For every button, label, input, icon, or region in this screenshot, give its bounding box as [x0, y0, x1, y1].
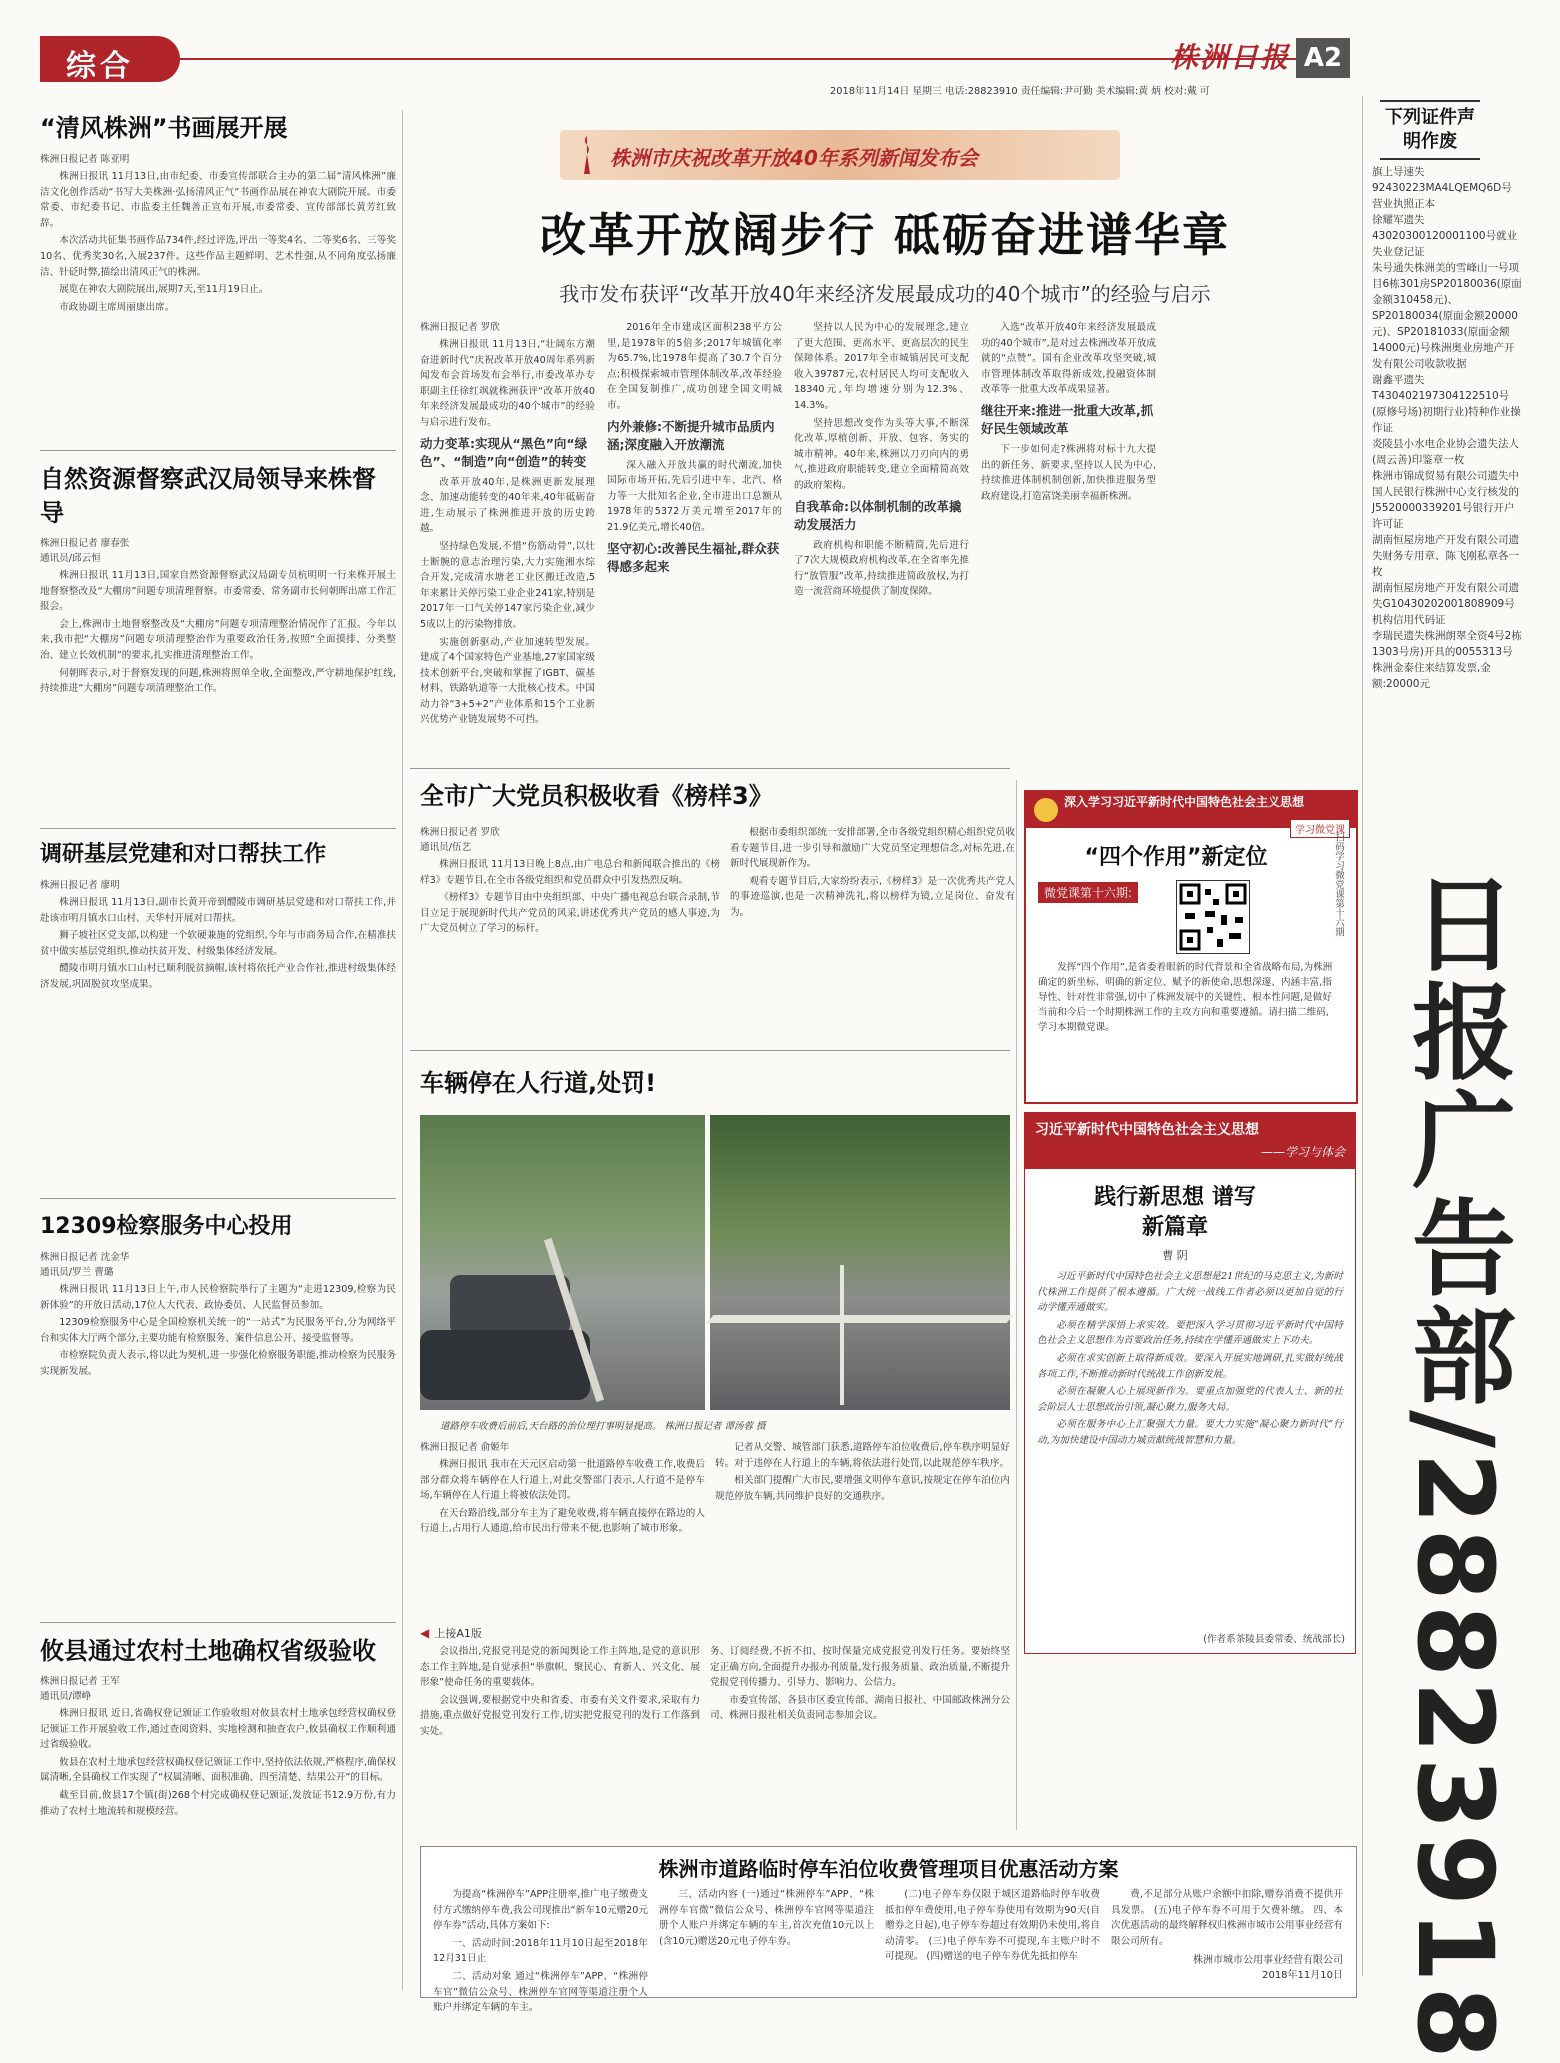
article-paragraph: 株洲日报讯 11月13日上午,市人民检察院举行了主题为“走进12309,检察为民新体验”的开放日活动,17位人大代表、政协委员、人民监督员参加。 [40, 1284, 396, 1311]
lead-subheading: 自我革命:以体制机制的改革撬动发展活力 [794, 498, 962, 532]
article-paragraph: 狮子坡社区党支部,以构建一个软硬兼施的党组织,今年与市商务局合作,在精准扶贫中做实基层党组织,推动扶贫开发、村级集体经济发展。 [40, 930, 396, 957]
article-byline: 株洲日报记者 廖春张 通讯员/邱云恒 [40, 538, 130, 564]
article-paragraph: 株洲日报讯 11月13日,由市纪委、市委宣传部联合主办的第二届“清风株洲”廉洁文化创作活动“书写大美株洲·弘扬清风正气”书画作品展在神农大剧院开展。市委常委、市纪委书记、市监委主任魏善正宣布开展,市委常委、宣传部部长黄芳红致辞。 [40, 171, 396, 229]
continued-paragraph: 会议指出,党报党刊是党的新闻舆论工作主阵地,是党的意识形态工作主阵地,是自觉承担“举旗帜、聚民心、育新人、兴文化、展形象”使命任务的重要载体。 [420, 1646, 700, 1689]
notice-col-4 [1111, 1887, 1343, 1993]
article-paragraph: 醴陵市明月镇水口山村已顺利脱贫摘帽,该村将依托产业合作社,推进村级集体经济发展,巩固脱贫攻坚成果。 [40, 963, 396, 990]
article-land-rights [40, 1634, 396, 1990]
commentary-header-sub: ——学习与体会 [1260, 1145, 1345, 1159]
bangyang-paragraph: 《榜样3》专题节目由中央组织部、中央广播电视总台联合录制,节目立足于展现新时代共产党员的风采,讲述优秀共产党员的感人事迹,为广大党员树立了学习的标杆。 [420, 892, 720, 935]
article-byline: 株洲日报记者 廖明 [40, 880, 120, 891]
study-header [1026, 792, 1356, 836]
article-paragraph: 株洲日报讯 11月13日,副市长黄开帝到醴陵市调研基层党建和对口帮扶工作,并赴该市明月镇水口山村、天华村开展对口帮扶。 [40, 897, 396, 924]
ad-dept-vertical: 日报广告部/28823918 [1394, 870, 1516, 2063]
article-byline: 株洲日报记者 王军 通讯员/谭峥 [40, 1676, 120, 1702]
article-paragraph: 会上,株洲市土地督察整改及“大棚房”问题专项清理整治情况作了汇报。今年以来,我市把“大棚房”问题专项清理整治作为重要政治任务,按照“全面摸排、分类整治、建立长效机制”的要求,扎实推进清理整治工作。 [40, 618, 396, 661]
parking-col-2 [715, 1440, 1010, 1620]
article-paragraph: 攸县在农村土地承包经营权确权登记颁证工作中,坚持依法依规,严格程序,确保权属清晰,全县确权工作实现了“权属清晰、面积准确、四至清楚、结果公开”的目标。 [40, 1756, 396, 1784]
right-column-divider [1362, 96, 1363, 1976]
classified-notices: 旗上导速失92430223MA4LQEMQ6D号营业执照正本 徐耀军遗失43020300120001100号就业失业登记证 朱号通失株洲美的雪峰山一号项目6栋301房SP20180036(原面金额310458元)、SP20180034(原面金额20000元)、SP20181033(原面金额14000元)号株洲奥业房地产开发有限公司收款收据 谢鑫平遗失T430402197304122510号(原修号场)初期行业)特种作业操作证 炎陵县小水电企业协会遗失法人(周云善)印鉴章一枚 株洲市锦成贸易有限公司遗失中国人民银行株洲中心支行核发的J5520000339201号银行开户许可证 湖南恒屋房地产开发有限公司遗失财务专用章、陈飞刚私章各一枚 湖南恒屋房地产开发有限公司遗失G10430202001808909号机构信用代码证 李瑞民遗失株洲朗翠全资4号2栋1303号房)开具的0055313号株洲金泰住来结算发票,金额:20000元 [1372, 166, 1522, 690]
parking-notice-box [420, 1846, 1357, 2014]
banner-text: 株洲市庆祝改革开放40年系列新闻发布会 [610, 146, 978, 170]
notice-column-title: 下列证件声明作废 [1380, 100, 1480, 160]
notice-title: 株洲市道路临时停车泊位收费管理项目优惠活动方案 [658, 1857, 1119, 1881]
continued-col-1 [420, 1644, 700, 1844]
section-label: 综合 [66, 49, 134, 84]
continued-paragraph: 市委宣传部、各县市区委宣传部、湖南日报社、中国邮政株洲分公司、株洲日报社相关负责同志参加会议。 [710, 1694, 1010, 1722]
commentary-author: 曹 阴 [1162, 1249, 1188, 1262]
lead-paragraph: 坚持以人民为中心的发展理念,建立了更大范围、更高水平、更高层次的民生保障体系。2017年全市城镇居民可支配收入39787元,农村居民人均可支配收入18340元,年均增速分别为12.3%、14.3%。 [794, 322, 969, 411]
torch-icon [572, 134, 602, 176]
article-title: 攸县通过农村土地确权省级验收 [40, 1637, 376, 1665]
article-paragraph: 12309检察服务中心是全国检察机关统一的“一站式”为民服务平台,分为网络平台和实体大厅两个部分,主要功能有检察服务、案件信息公开、接受监督等。 [40, 1317, 396, 1344]
article-paragraph: 市检察院负责人表示,将以此为契机,进一步强化检察服务职能,推动检察为民服务实现新发展。 [40, 1350, 396, 1377]
article-title: “清风株洲”书画展开展 [40, 114, 288, 142]
article-paragraph: 市政协副主席周丽康出席。 [59, 301, 175, 313]
lead-subheading: 坚守初心:改善民生福祉,群众获得感多起来 [607, 540, 780, 574]
lead-paragraph: 株洲日报讯 11月13日,“壮阔东方潮 奋进新时代”庆祝改革开放40周年系列新闻发布会首场发布会举行,市委改革办专职副主任徐红飒就株洲获评“改革开放40年来经济发展最成功的40个城市”的经验与启示进行发布。 [420, 339, 595, 428]
divider [40, 1198, 396, 1199]
press-conference-banner [560, 130, 1120, 180]
notice-paragraph: 为提高“株洲停车”APP注册率,推广电子缴费支付方式缴纳停车费,我公司现推出“新车10元赠20元停车券”活动,具体方案如下: [433, 1889, 648, 1932]
commentary-footer: (作者系茶陵县委常委、统战部长) [1203, 1634, 1345, 1645]
notice-paragraph: 费,不足部分从账户余额中扣除,赠券消费不提供开具发票。 (五)电子停车券不可用于欠费补缴。 四、本次优惠活动的最终解释权归株洲市城市公用事业经营有限公司所有。 [1111, 1889, 1343, 1947]
article-paragraph: 株洲日报讯 近日,省确权登记颁证工作验收组对攸县农村土地承包经营权确权登记颁证工作开展验收工作,通过查阅资料、实地检测和抽查农户,攸县确权工作顺利通过省级验收。 [40, 1708, 396, 1751]
article-title: 调研基层党建和对口帮扶工作 [40, 842, 327, 867]
lead-col-4 [981, 320, 1156, 760]
parking-byline: 株洲日报记者 俞姬年 [420, 1442, 510, 1453]
bangyang-byline: 株洲日报记者 罗欣 通讯员/伍艺 [420, 827, 500, 853]
notice-signature: 株洲市城市公用事业经营有限公司 [1193, 1955, 1343, 1967]
lead-paragraph: 2016年全市建成区面积238平方公里,是1978年的5倍多;2017年城镇化率为65.7%,比1978年提高了30.7个百分点;积极探索城市管理体制改革,改革经验在全国复制推广,成功创建全国文明城市。 [607, 322, 782, 411]
parking-photo-1 [420, 1115, 705, 1410]
commentary-paragraph: 必须在精学深悟上求实效。要把深入学习贯彻习近平新时代中国特色社会主义思想作为首要政治任务,持续在学懂弄通做实上下功夫。 [1037, 1319, 1343, 1347]
parking-paragraph: 株洲日报讯 我市在天元区启动第一批道路停车收费工作,收费后部分群众将车辆停在人行道上,对此交警部门表示,人行道不是停车场,车辆停在人行道上将被依法处罚。 [420, 1459, 705, 1502]
bangyang-paragraph: 株洲日报讯 11月13日晚上8点,由广电总台和新闻联合推出的《榜样3》专题节目,在全市各级党组织和党员群众中引发热烈反响。 [420, 859, 720, 886]
divider [410, 1050, 1010, 1051]
continued-col-2 [710, 1644, 1010, 1844]
divider [40, 828, 396, 829]
bangyang-col-1 [420, 825, 720, 1045]
commentary-paragraph: 习近平新时代中国特色社会主义思想是21世纪的马克思主义,为新时代株洲工作提供了根本遵循。广大统一战线工作者必须以更加自觉的行动学懂弄通做实。 [1037, 1271, 1343, 1314]
study-lesson-tag: 微党课第十六期: [1038, 882, 1138, 903]
commentary-paragraph: 必须在凝聚人心上展现新作为。要重点加强党的代表人士、新的社会阶层人士思想政治引领,凝心聚力,服务大局。 [1037, 1386, 1343, 1413]
lead-paragraph: 改革开放40年,是株洲更新发展理念、加速动能转变的40年来,40年砥砺奋进,生动展示了株洲推进开放的历史跨越。 [420, 476, 595, 535]
lead-col-3 [794, 320, 969, 760]
notice-date: 2018年11月10日 [1262, 1970, 1343, 1982]
commentary-body [1037, 1269, 1343, 1629]
article-calligraphy-exhibition [40, 110, 396, 445]
notice-col-1 [433, 1887, 648, 2014]
lead-paragraph: 深入融入开放共赢的时代潮流,加快国际市场开拓,先后引进中车、北汽、格力等一大批知名企业,全市进出口总额从1978年的5372万美元增至2017年的21.9亿美元,增长40倍。 [607, 459, 782, 533]
party-emblem-icon [1034, 798, 1058, 822]
divider [40, 450, 396, 451]
article-title: 自然资源督察武汉局领导来株督导 [40, 465, 376, 527]
article-12309-center [40, 1210, 396, 1620]
continued-label: 上接A1版 [434, 1627, 482, 1640]
notice-paragraph: 二、活动对象 通过“株洲停车”APP、“株洲停车官”微信公众号、株洲停车官网等渠道注册个人账户并绑定车辆的车主。 [433, 1970, 648, 2014]
lead-paragraph: 下一步如何走?株洲将对标十九大提出的新任务、新要求,坚持以人民为中心,持续推进体制机制创新,加快推进服务型政府建设,打造富饶美丽幸福新株洲。 [981, 443, 1156, 502]
article-paragraph: 展览在神农大剧院展出,展期7天,至11月19日止。 [59, 284, 269, 296]
lead-paragraph: 入选“改革开放40年来经济发展最成功的40个城市”,是对过去株洲改革开放成就的“点赞”。国有企业改革攻坚突破,城市管理体制改革取得新成效,投融资体制改革等一批重大改革成果显著。 [981, 322, 1156, 396]
study-header-tag: 学习微党课 [1290, 819, 1350, 838]
lead-subheading: 继往开来:推进一批重大改革,抓好民生领域改革 [981, 402, 1154, 436]
commentary-title: 践行新思想 谱写新篇章 [1094, 1185, 1256, 1240]
bangyang-paragraph: 观看专题节目后,大家纷纷表示,《榜样3》是一次优秀共产党人的事迹巡演,也是一次精神洗礼,将以榜样为镜,立足岗位、奋发有为。 [730, 875, 1015, 918]
divider [410, 768, 1010, 769]
parking-paragraph: 相关部门提醒广大市民,要增强文明停车意识,按规定在停车泊位内规范停放车辆,共同维护良好的交通秩序。 [715, 1475, 1010, 1502]
lead-paragraph: 实施创新驱动,产业加速转型发展。建成了4个国家特色产业基地,27家国家级技术创新平台,突破和掌握了IGBT、碳基材料、铁路轨道等一大批核心技术。中国动力谷“3+5+2”产业体系和15个工业新兴优势产业链发展势不可挡。 [420, 636, 595, 726]
parking-title: 车辆停在人行道,处罚! [420, 1069, 657, 1097]
continued-label-box [420, 1622, 482, 1640]
article-paragraph: 本次活动共征集书画作品734件,经过评选,评出一等奖4名、二等奖6名、三等奖10名、优秀奖30名,入展237件。这些作品主题鲜明、艺术性强,从不同角度弘扬廉洁、针砭时弊,描绘出清风正气的株洲。 [40, 235, 396, 278]
study-box [1024, 790, 1358, 1104]
lead-subheading: 动力变革:实现从“黑色”向“绿色”、“制造”向“创造”的转变 [420, 435, 588, 469]
parking-paragraph: 在天台路沿线,部分车主为了避免收费,将车辆直接停在路边的人行道上,占用行人通道,给市民出行带来不便,也影响了城市形象。 [420, 1507, 705, 1535]
lead-subtitle: 我市发布获评“改革开放40年来经济发展最成功的40个城市”的经验与启示 [559, 282, 1211, 306]
section-badge [40, 36, 180, 82]
article-paragraph: 截至目前,攸县17个镇(街)268个村完成确权登记颁证,发放证书12.9万份,有力推动了农村土地流转和规模经营。 [40, 1789, 396, 1817]
bangyang-title: 全市广大党员积极收看《榜样3》 [420, 782, 773, 810]
parking-photo-caption: 道路停车收费后前后,天台路的治位理打事明显提高。 株洲日报记者 谭汤蓉 摄 [440, 1421, 766, 1432]
qr-code[interactable] [1176, 880, 1250, 954]
continued-paragraph: 务、订阅经费,不折不扣、按时保量完成党报党刊发行任务。要始终坚定正确方向,全面提升办报办刊质量,发行报务质量、政治质量,不断提升党报党刊传播力、引导力、影响力、公信力。 [710, 1646, 1010, 1689]
left-column [40, 110, 396, 1990]
commentary-header-text: 习近平新时代中国特色社会主义思想 [1035, 1122, 1259, 1138]
article-party-building [40, 838, 396, 1193]
continued-paragraph: 会议强调,要根据党中央和省委、市委有关文件要求,采取有力措施,重点做好党报党刊发行工作,切实把党报党刊的发行工作落到实处。 [420, 1694, 700, 1737]
commentary-paragraph: 必须在服务中心上汇聚强大力量。要大力实施“凝心聚力新时代”行动,为加快建设中国动力城贡献统战智慧和力量。 [1037, 1419, 1343, 1446]
notice-paragraph: 一、活动时间:2018年11月10日起至2018年12月31日止 [433, 1937, 648, 1965]
lead-col-2 [607, 320, 782, 760]
lead-paragraph: 坚持绿色发展,不惜“伤筋动骨”,以壮士断腕的意志治理污染,大力实施湘水综合开发,完成清水塘老工业区搬迁改造,5年来累计关停污染工业企业241家,特别是2017年一口气关停147家污染企业,减少5成以上的污染物排放。 [420, 540, 595, 630]
lead-col-1 [420, 320, 595, 760]
commentary-paragraph: 必须在求实创新上取得新成效。要深入开展实地调研,扎实做好统战各项工作,不断推动新时代统战工作创新发展。 [1037, 1352, 1343, 1380]
column-divider [1016, 780, 1017, 1830]
page-number: A2 [1296, 38, 1350, 78]
date-line: 2018年11月14日 星期三 电话:28823910 责任编辑:尹可勤 美术编辑:黄 炳 校对:戴 可 [830, 86, 1210, 97]
notice-col-3 [885, 1887, 1100, 1993]
paper-name: 株洲日报 [1170, 41, 1291, 74]
parking-photo-2 [710, 1115, 1010, 1410]
commentary-box [1024, 1112, 1356, 1654]
article-paragraph: 何朝晖表示,对于督察发现的问题,株洲将照单全收,全面整改,严守耕地保护红线,持续推进“大棚房”问题专项清理整治工作。 [40, 667, 396, 695]
notice-paragraph: 三、活动内容 (一)通过“株洲停车”APP、“株洲停车官微”微信公众号、株洲停车官网等渠道注册个人账户并绑定车辆的车主,首次充值10元以上(含10元)赠送20元电子停车券。 [659, 1889, 874, 1947]
study-text: 发挥“四个作用”,是省委着眼新的时代背景和全省战略布局,为株洲确定的新坐标、明确的新定位、赋予的新使命,思想深邃、内涵丰富,指导性、针对性非常强,切中了株洲发展中的关键性、根本性问题,是做好当前和今后一个时期株洲工作的主攻方向和重要遵循。请扫描二维码,学习本期微党课。 [1038, 962, 1333, 1033]
article-byline: 株洲日报记者 陈亚明 [40, 154, 130, 165]
column-divider [402, 110, 403, 1990]
lead-byline: 株洲日报记者 罗欣 [420, 322, 500, 333]
commentary-header [1025, 1113, 1355, 1169]
lead-paragraph: 坚持思想改变作为头等大事,不断深化改革,厚植创新、开放、包容、务实的城市精神。40年来,株洲以刀刃向内的勇气,推进政府职能转变,建立全面精简高效的政府架构。 [794, 417, 969, 491]
bangyang-col-2 [730, 825, 1015, 1045]
lead-headline: 改革开放阔步行 砥砺奋进谱华章 [539, 208, 1230, 262]
parking-paragraph: 记者从交警、城管部门获悉,道路停车泊位收费后,停车秩序明显好转。对于违停在人行道上的车辆,将依法进行处罚,以此规范停车秩序。 [715, 1442, 1010, 1469]
lead-paragraph: 政府机构和职能不断精简,先后进行了7次大规模政府机构改革,在全省率先推行“放管服”改革,持续推进简政放权,为打造一流营商环境提供了制度保障。 [794, 539, 969, 598]
article-title: 12309检察服务中心投用 [40, 1214, 293, 1239]
article-paragraph: 株洲日报讯 11月13日,国家自然资源督察武汉局副专员杭明明一行来株开展土地督察整改及“大棚房”问题专项清理督察。市委常委、常务副市长何朝晖出席工作汇报会。 [40, 570, 396, 613]
study-side-note: 扫码学习微党课第十六期 [1333, 832, 1344, 937]
article-resource-inspection [40, 462, 396, 822]
bangyang-paragraph: 根据市委组织部统一安排部署,全市各级党组织精心组织党员收看专题节目,进一步引导和激励广大党员坚定理想信念,对标先进,在新时代展现新作为。 [730, 827, 1015, 870]
notice-paragraph: (二)电子停车券仅限于城区道路临时停车收费抵扣停车费使用,电子停车券使用有效期为90天(自赠券之日起),电子停车券超过有效期仍未使用,将自动清零。 (三)电子停车券不可提现,车主账户时不可提现。 (四)赠送的电子停车券优先抵扣停车 [885, 1889, 1100, 1963]
parking-col-1 [420, 1440, 705, 1620]
article-byline: 株洲日报记者 沈金华 通讯员/罗兰 曹璐 [40, 1252, 130, 1278]
lead-subheading: 内外兼修:不断提升城市品质内涵;深度融入开放潮流 [607, 418, 775, 452]
divider [40, 1622, 396, 1623]
notice-col-2 [659, 1887, 874, 1993]
arrow-icon: ◀ [420, 1626, 430, 1640]
study-title: “四个作用”新定位 [1084, 845, 1268, 870]
study-header-text: 深入学习习近平新时代中国特色社会主义思想 [1064, 795, 1305, 809]
